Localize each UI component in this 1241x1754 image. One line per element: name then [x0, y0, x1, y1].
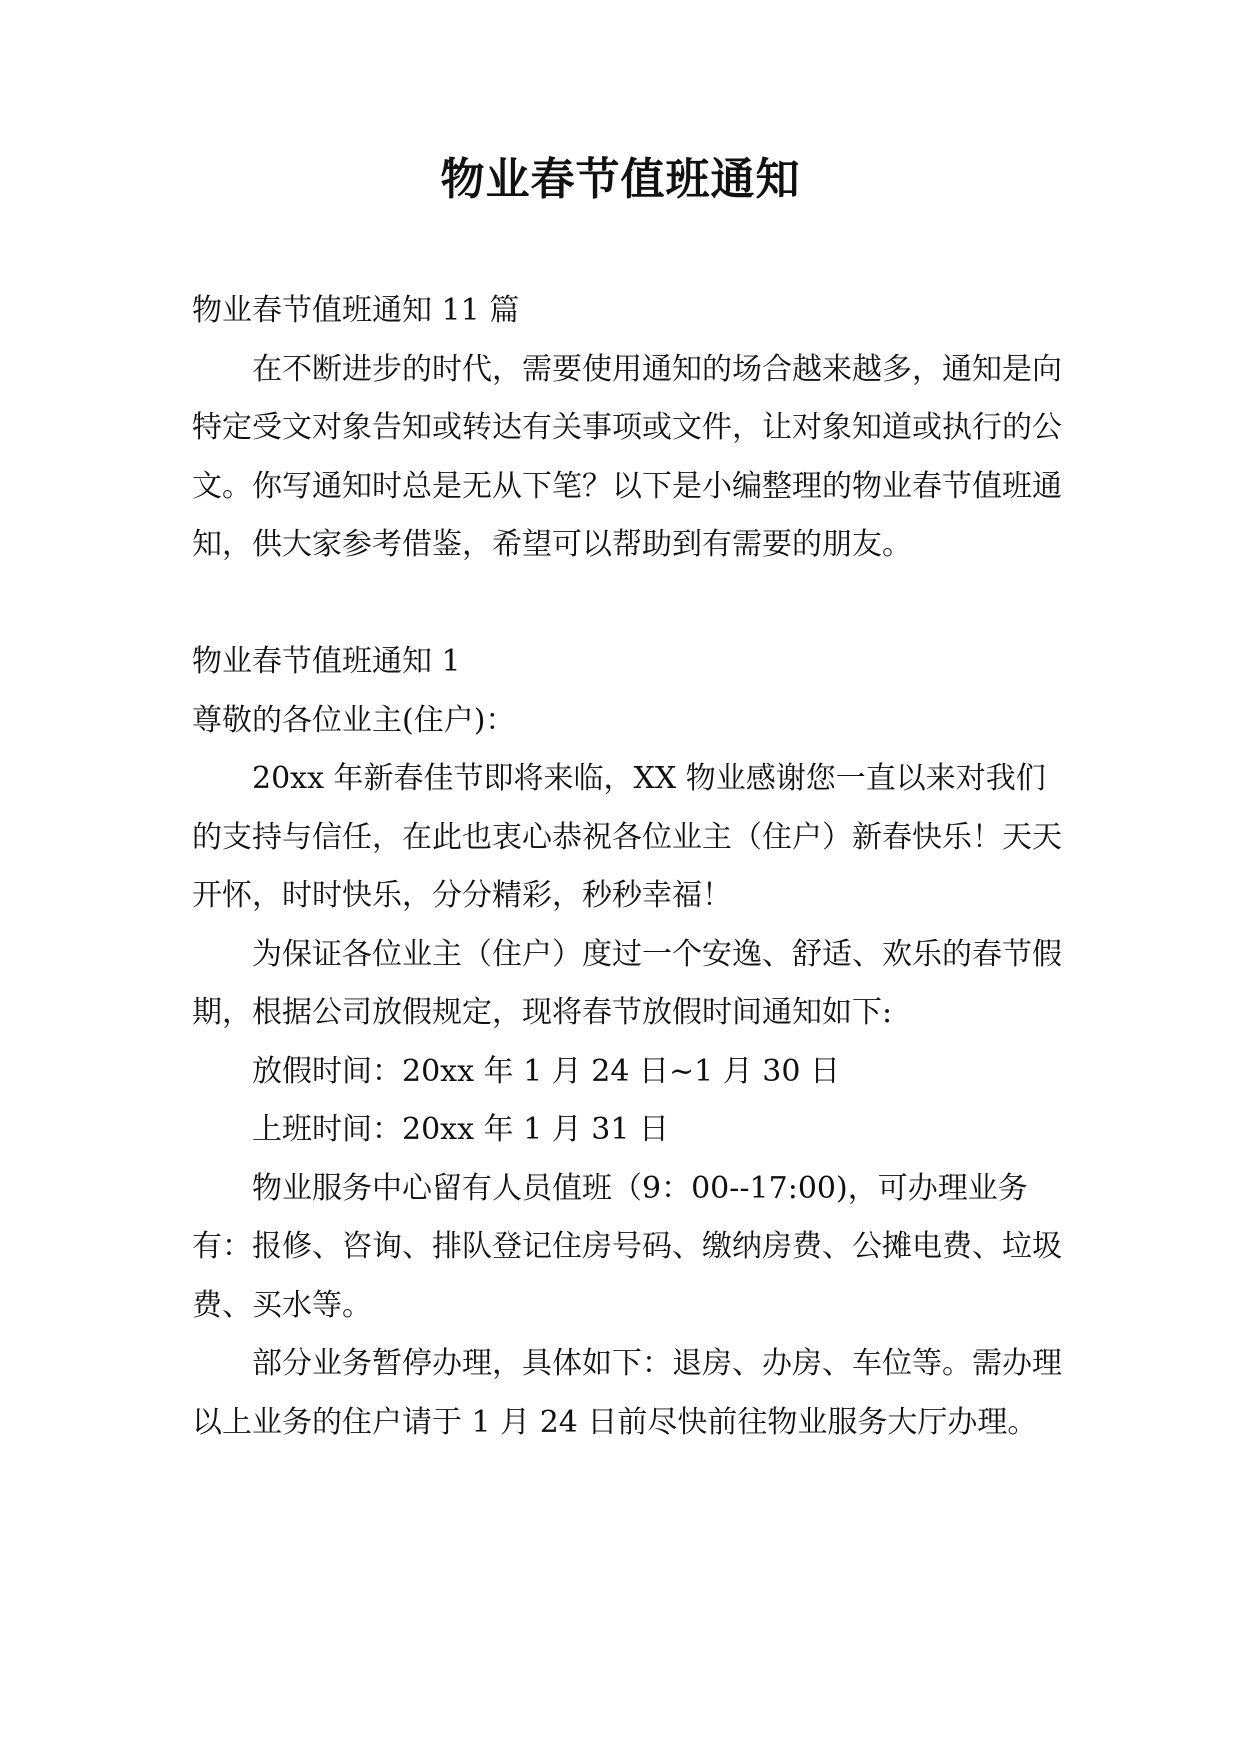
body-paragraph: 20xx 年新春佳节即将来临，XX 物业感谢您一直以来对我们的支持与信任，在此也衷心恭祝各位业主（住户）新春快乐！天天开怀，时时快乐，分分精彩，秒秒幸福！ — [192, 761, 1062, 913]
document-body — [192, 282, 1070, 1452]
body-paragraph: 物业服务中心留有人员值班（9：00--17:00)，可办理业务有：报修、咨询、排队登记住房号码、缴纳房费、公摊电费、垃圾费、买水等。 — [192, 1170, 1062, 1323]
salutation: 尊敬的各位业主(住户)： — [192, 702, 516, 738]
holiday-period: 放假时间：20xx 年 1 月 24 日~1 月 30 日 — [252, 1053, 840, 1089]
paragraph-spacer — [192, 575, 1070, 634]
body-paragraph: 为保证各位业主（住户）度过一个安逸、舒适、欢乐的春节假期，根据公司放假规定，现将春节放假时间通知如下: — [192, 936, 1062, 1030]
work-resume-date: 上班时间：20xx 年 1 月 31 日 — [252, 1112, 669, 1147]
body-paragraph: 部分业务暂停办理，具体如下：退房、办房、车位等。需办理以上业务的住户请于 1 月 24 日前尽快前往物业服务大厅办理。 — [192, 1346, 1062, 1440]
document-subtitle: 物业春节值班通知 11 篇 — [192, 293, 520, 328]
section-heading: 物业春节值班通知 1 — [192, 644, 461, 679]
intro-paragraph: 在不断进步的时代，需要使用通知的场合越来越多，通知是向特定受文对象告知或转达有关事项或文件，让对象知道或执行的公文。你写通知时总是无从下笔？以下是小编整理的物业春节值班通知，供大家参考借鉴，希望可以帮助到有需要的朋友。 — [192, 351, 1062, 562]
document-title: 物业春节值班通知 — [440, 154, 801, 205]
